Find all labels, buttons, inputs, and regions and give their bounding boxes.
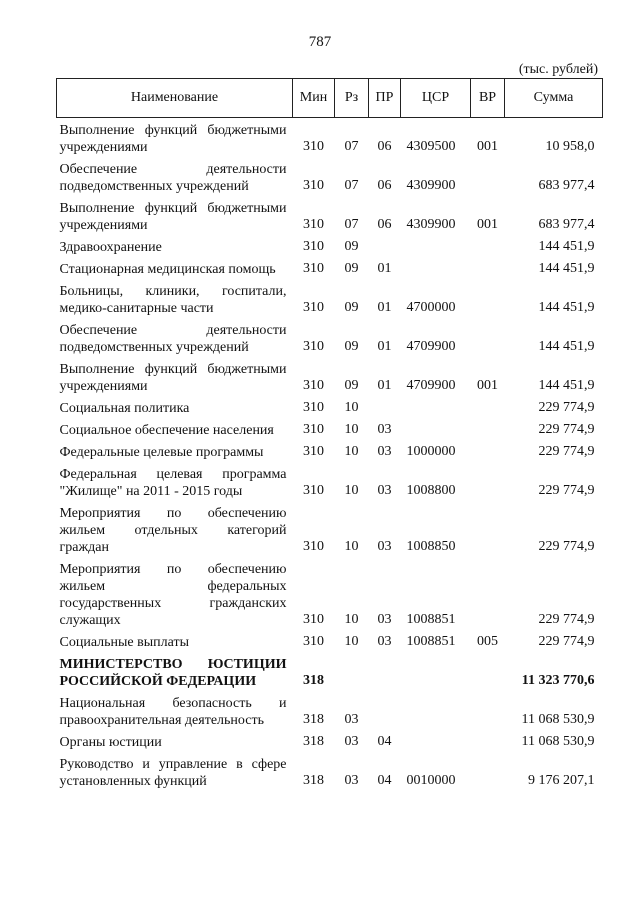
cell-name: Социальные выплаты (59, 635, 190, 650)
cell-min: 310 (303, 444, 324, 459)
cell-min: 310 (303, 422, 324, 437)
cell-min: 310 (303, 261, 324, 276)
cell-sum: 11 068 530,9 (521, 712, 595, 727)
table-body (57, 118, 603, 793)
cell-pr: 01 (377, 300, 392, 315)
cell-rz: 03 (344, 773, 359, 788)
cell-csr: 4309500 (406, 139, 456, 154)
cell-sum: 10 958,0 (545, 139, 595, 154)
cell-vr (471, 753, 505, 792)
cell-min: 318 (303, 712, 324, 727)
cell-min: 310 (303, 178, 324, 193)
cell-csr (401, 419, 471, 441)
table-row (57, 358, 603, 397)
cell-vr (471, 463, 505, 502)
cell-rz: 07 (344, 217, 359, 232)
cell-sum: 229 774,9 (538, 483, 595, 498)
cell-csr: 4309900 (406, 178, 456, 193)
cell-csr: 1008851 (406, 612, 456, 627)
cell-sum: 11 068 530,9 (521, 734, 595, 749)
cell-pr: 06 (377, 217, 392, 232)
cell-vr (471, 558, 505, 631)
cell-csr: 1008800 (406, 483, 456, 498)
cell-sum: 229 774,9 (538, 400, 595, 415)
cell-rz: 10 (344, 612, 359, 627)
cell-min: 318 (303, 734, 324, 749)
cell-csr (401, 236, 471, 258)
cell-rz: 09 (344, 261, 359, 276)
cell-csr: 4709900 (406, 378, 456, 393)
cell-sum: 229 774,9 (538, 634, 595, 649)
table-row (57, 419, 603, 441)
cell-vr (471, 441, 505, 463)
cell-pr: 03 (377, 444, 392, 459)
table-row (57, 118, 603, 159)
cell-vr (471, 319, 505, 358)
cell-csr: 4309900 (406, 217, 456, 232)
cell-vr (471, 692, 505, 731)
cell-rz: 09 (344, 378, 359, 393)
table-header (57, 79, 603, 118)
cell-vr (471, 280, 505, 319)
cell-vr (471, 419, 505, 441)
cell-min: 310 (303, 378, 324, 393)
cell-csr: 4700000 (406, 300, 456, 315)
cell-pr (369, 692, 401, 731)
header-rz: Рз (335, 79, 369, 118)
table-row (57, 731, 603, 753)
cell-name: Мероприятия по обеспечению жильем федеральных государственных гражданских служащих (59, 562, 287, 628)
cell-name: Выполнение функций бюджетными учреждениями (59, 362, 287, 394)
table-row (57, 502, 603, 558)
cell-sum: 229 774,9 (538, 612, 595, 627)
table-row (57, 692, 603, 731)
table-row (57, 753, 603, 792)
cell-rz (335, 653, 369, 692)
cell-rz: 10 (344, 444, 359, 459)
cell-pr: 04 (377, 773, 392, 788)
table-row (57, 258, 603, 280)
budget-table (56, 78, 603, 792)
cell-min: 310 (303, 300, 324, 315)
cell-name: Стационарная медицинская помощь (59, 262, 276, 277)
cell-rz: 03 (344, 734, 359, 749)
cell-pr (369, 236, 401, 258)
cell-min: 310 (303, 483, 324, 498)
cell-pr: 06 (377, 178, 392, 193)
cell-csr: 0010000 (406, 773, 456, 788)
table-row (57, 236, 603, 258)
cell-name: Социальное обеспечение населения (59, 423, 274, 438)
cell-vr (471, 158, 505, 197)
cell-min: 318 (303, 673, 324, 688)
cell-rz: 10 (344, 483, 359, 498)
cell-min: 318 (303, 773, 324, 788)
cell-sum: 9 176 207,1 (528, 773, 595, 788)
table-row (57, 319, 603, 358)
cell-sum: 144 451,9 (538, 239, 595, 254)
cell-sum: 229 774,9 (538, 444, 595, 459)
cell-pr: 03 (377, 539, 392, 554)
cell-rz: 09 (344, 300, 359, 315)
cell-min: 310 (303, 634, 324, 649)
cell-vr (471, 397, 505, 419)
cell-vr: 001 (477, 378, 498, 393)
cell-pr: 03 (377, 612, 392, 627)
cell-name: Федеральные целевые программы (59, 445, 264, 460)
table-row (57, 441, 603, 463)
cell-csr: 1008850 (406, 539, 456, 554)
cell-pr: 06 (377, 139, 392, 154)
cell-name: Выполнение функций бюджетными учреждениями (59, 123, 287, 155)
cell-rz: 10 (344, 634, 359, 649)
table-row (57, 280, 603, 319)
cell-vr: 005 (477, 634, 498, 649)
table-row (57, 158, 603, 197)
cell-min: 310 (303, 239, 324, 254)
cell-csr (401, 731, 471, 753)
cell-csr: 1008851 (406, 634, 456, 649)
header-min: Мин (293, 79, 335, 118)
cell-vr (471, 653, 505, 692)
cell-name: Больницы, клиники, госпитали, медико-санитарные части (59, 284, 287, 316)
cell-csr (401, 258, 471, 280)
cell-rz: 10 (344, 400, 359, 415)
cell-csr: 4709900 (406, 339, 456, 354)
cell-rz: 09 (344, 239, 359, 254)
cell-sum: 11 323 770,6 (521, 673, 595, 688)
cell-vr (471, 258, 505, 280)
cell-pr: 03 (377, 634, 392, 649)
cell-pr: 03 (377, 422, 392, 437)
cell-min: 310 (303, 139, 324, 154)
cell-csr (401, 692, 471, 731)
cell-name: Выполнение функций бюджетными учреждениями (59, 201, 287, 233)
cell-vr: 001 (477, 217, 498, 232)
cell-sum: 683 977,4 (538, 217, 595, 232)
cell-rz: 09 (344, 339, 359, 354)
cell-csr (401, 653, 471, 692)
cell-name: МИНИСТЕРСТВО ЮСТИЦИИ РОССИЙСКОЙ ФЕДЕРАЦИИ (59, 657, 287, 689)
cell-sum: 144 451,9 (538, 261, 595, 276)
cell-vr (471, 731, 505, 753)
cell-name: Обеспечение деятельности подведомственных учреждений (59, 323, 287, 355)
cell-sum: 144 451,9 (538, 300, 595, 315)
cell-min: 310 (303, 400, 324, 415)
cell-name: Национальная безопасность и правоохранительная деятельность (59, 696, 287, 728)
cell-sum: 144 451,9 (538, 339, 595, 354)
cell-min: 310 (303, 217, 324, 232)
unit-note: (тыс. рублей) (518, 62, 598, 77)
cell-vr (471, 502, 505, 558)
header-sum: Сумма (505, 79, 603, 118)
table-row (57, 463, 603, 502)
cell-pr: 01 (377, 339, 392, 354)
cell-rz: 10 (344, 539, 359, 554)
cell-csr (401, 397, 471, 419)
cell-sum: 144 451,9 (538, 378, 595, 393)
cell-rz: 03 (344, 712, 359, 727)
cell-rz: 10 (344, 422, 359, 437)
cell-name: Мероприятия по обеспечению жильем отдельных категорий граждан (59, 506, 287, 555)
cell-sum: 683 977,4 (538, 178, 595, 193)
page-number: 787 (308, 34, 332, 50)
cell-pr: 01 (377, 378, 392, 393)
cell-pr (369, 653, 401, 692)
cell-name: Здравоохранение (59, 240, 162, 255)
cell-pr: 03 (377, 483, 392, 498)
cell-name: Обеспечение деятельности подведомственных учреждений (59, 162, 287, 194)
table-row (57, 197, 603, 236)
cell-pr: 01 (377, 261, 392, 276)
cell-sum: 229 774,9 (538, 422, 595, 437)
cell-csr: 1000000 (406, 444, 456, 459)
table-row (57, 653, 603, 692)
header-pr: ПР (369, 79, 401, 118)
header-vr: ВР (471, 79, 505, 118)
table-row (57, 558, 603, 631)
cell-min: 310 (303, 339, 324, 354)
cell-min: 310 (303, 612, 324, 627)
cell-name: Руководство и управление в сфере установленных функций (59, 757, 287, 789)
cell-vr (471, 236, 505, 258)
cell-rz: 07 (344, 139, 359, 154)
header-name: Наименование (57, 79, 293, 118)
cell-vr: 001 (477, 139, 498, 154)
cell-rz: 07 (344, 178, 359, 193)
cell-name: Органы юстиции (59, 735, 162, 750)
cell-sum: 229 774,9 (538, 539, 595, 554)
cell-min: 310 (303, 539, 324, 554)
cell-pr: 04 (377, 734, 392, 749)
table-row (57, 631, 603, 653)
cell-name: Социальная политика (59, 401, 190, 416)
cell-name: Федеральная целевая программа "Жилище" на 2011 - 2015 годы (59, 467, 287, 499)
table-row (57, 397, 603, 419)
header-csr: ЦСР (401, 79, 471, 118)
cell-pr (369, 397, 401, 419)
